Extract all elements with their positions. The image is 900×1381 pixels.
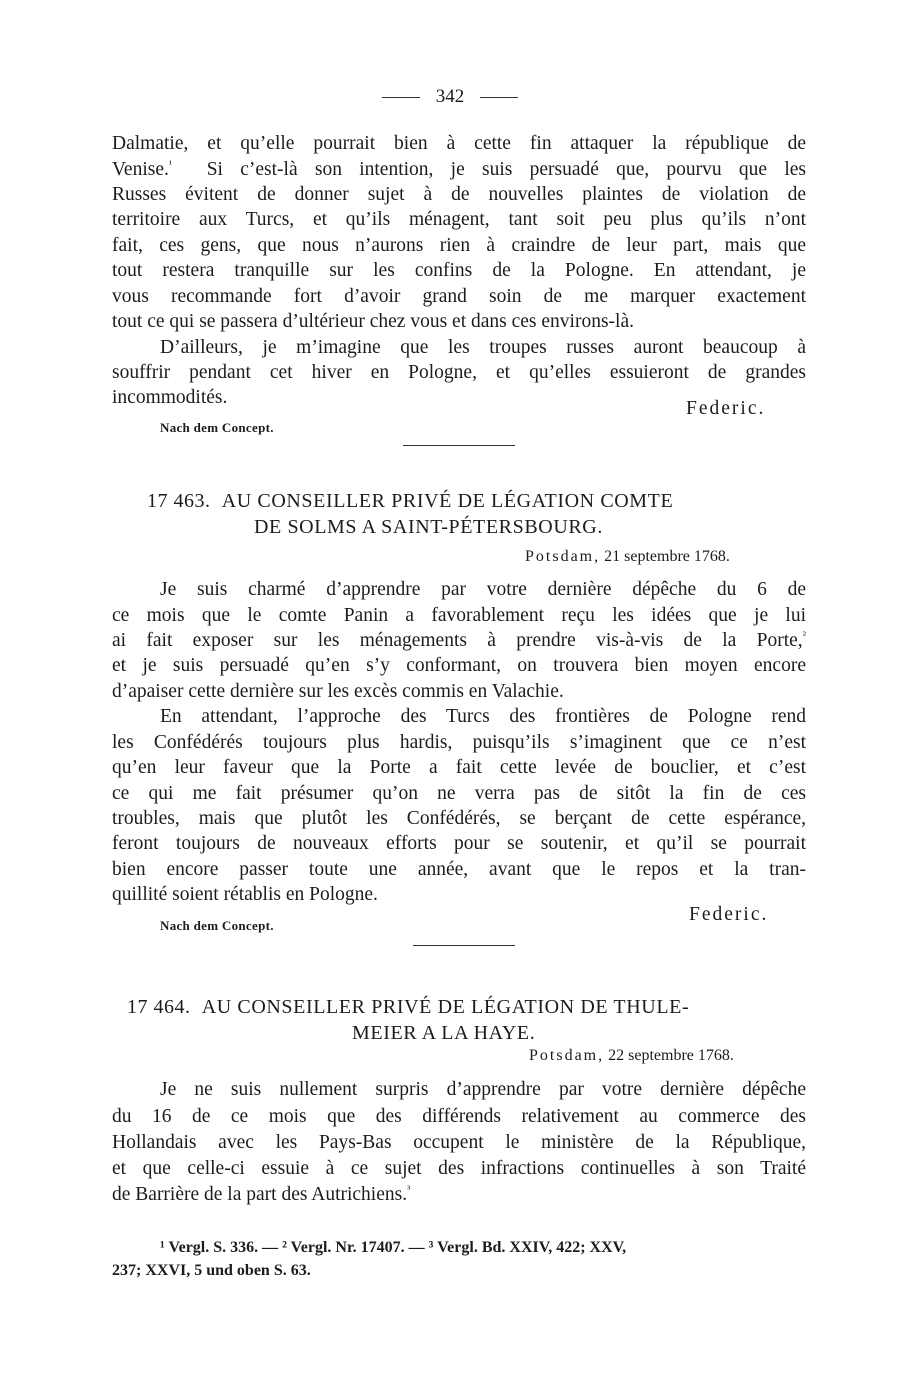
text-line: souffrir pendant cet hiver en Pologne, et qu’elles essuieront de grandes [112,362,806,383]
signature: Federic. [686,398,766,419]
footnote-line: 237; XXVI, 5 und oben S. 63. [112,1262,311,1279]
text-line: tout restera tranquille sur les confins de la Pologne. En attendant, je [112,260,806,281]
text-line: et je suis persuadé qu’en s’y conformant, on trouvera bien moyen encore [112,655,806,676]
letter-date: 22 septembre 1768. [608,1047,734,1064]
text-line: En attendant, l’approche des Turcs des frontières de Pologne rend [160,706,806,727]
text-line: fait, ces gens, que nous n’aurons rien à craindre de leur part, mais que [112,235,806,256]
section-divider [403,445,515,446]
text-line: Venise.$^{^1}$ Si c’est-là son intention, je suis persuadé que, pourvu que les [112,158,807,180]
text-line: territoire aux Turcs, et qu’ils ménagent, tant soit peu plus qu’ils n’ont [112,209,806,230]
page-header [0,86,900,108]
letter-title-line1: AU CONSEILLER PRIVÉ DE LÉGATION COMTE [221,490,674,512]
text-line: troubles, mais que plutôt les Confédérés, se berçant de cette espérance, [112,808,806,829]
text-line: qu’en leur faveur que la Porte a fait cette levée de bouclier, et c’est [112,757,806,778]
letter-date: 21 septembre 1768. [604,548,730,565]
footnote-mark: ¹ [168,158,173,171]
place-name: Potsdam, [525,548,601,565]
place-name: Potsdam, [529,1047,605,1064]
text-line: Dalmatie, et qu’elle pourrait bien à cette fin attaquer la république de [112,133,806,154]
footnote-mark: ² [802,629,806,642]
letter-dateline [529,1047,734,1065]
source-note: Nach dem Concept. [160,918,274,933]
text-line: vous recommande fort d’avoir grand soin de me marquer exactement [112,286,806,307]
text-line: Je ne suis nullement surpris d’apprendre par votre dernière dépêche [160,1079,806,1100]
footnote-line: ¹ Vergl. S. 336. — ² Vergl. Nr. 17407. — ³ Vergl. Bd. XXIV, 422; XXV, [160,1239,627,1256]
text-line: Hollandais avec les Pays-Bas occupent le ministère de la République, [112,1132,806,1153]
header-dash-left [382,97,420,98]
signature: Federic. [689,904,769,925]
text-line: feront toujours de nouveaux efforts pour se soutenir, et qu’il se pourrait [112,833,806,854]
section-divider [413,945,515,946]
text-line: ce mois que le comte Panin a favorablement reçu les idées que je lui [112,605,806,626]
text-line: du 16 de ce mois que des différends relativement au commerce des [112,1106,806,1127]
text-line: d’apaiser cette dernière sur les excès commis en Valachie. [112,681,564,702]
text-line: Je suis charmé d’apprendre par votre dernière dépêche du 6 de [160,579,806,600]
text-line: ce qui me fait présumer qu’on ne verra pas de sitôt la fin de ces [112,783,806,804]
letter-title-line2: MEIER A LA HAYE. [352,1022,536,1044]
source-note: Nach dem Concept. [160,420,274,435]
text-line: et que celle-ci essuie à ce sujet des infractions continuelles à son Traité [112,1158,806,1179]
text-line: quillité soient rétablis en Pologne. [112,884,378,905]
page-number: 342 [435,86,465,107]
letter-dateline [525,548,730,566]
text-line: incommodités. [112,387,228,408]
text-line: tout ce qui se passera d’ultérieur chez vous et dans ces environs-là. [112,311,634,332]
text-line: de Barrière de la part des Autrichiens.$^{^3}$ [112,1183,411,1205]
letter-heading [127,996,689,1019]
footnote-mark: ³ [407,1183,411,1196]
text-line: les Confédérés toujours plus hardis, puisqu’ils s’imaginent que ce n’est [112,732,806,753]
letter-number: 17 464. [127,996,191,1018]
header-dash-right [480,97,518,98]
text-line: Russes évitent de donner sujet à de nouvelles plaintes de violation de [112,184,806,205]
text-line: bien encore passer toute une année, avant que le repos et la tran- [112,859,806,880]
letter-title-line2: DE SOLMS A SAINT-PÉTERSBOURG. [254,516,603,538]
letter-heading [147,490,673,513]
text-line: ai fait exposer sur les ménagements à prendre vis-à-vis de la Porte,$^{^2}$ [112,629,806,651]
letter-number: 17 463. [147,490,211,512]
letter-title-line1: AU CONSEILLER PRIVÉ DE LÉGATION DE THULE- [201,996,690,1018]
text-line: D’ailleurs, je m’imagine que les troupes russes auront beaucoup à [160,337,806,358]
